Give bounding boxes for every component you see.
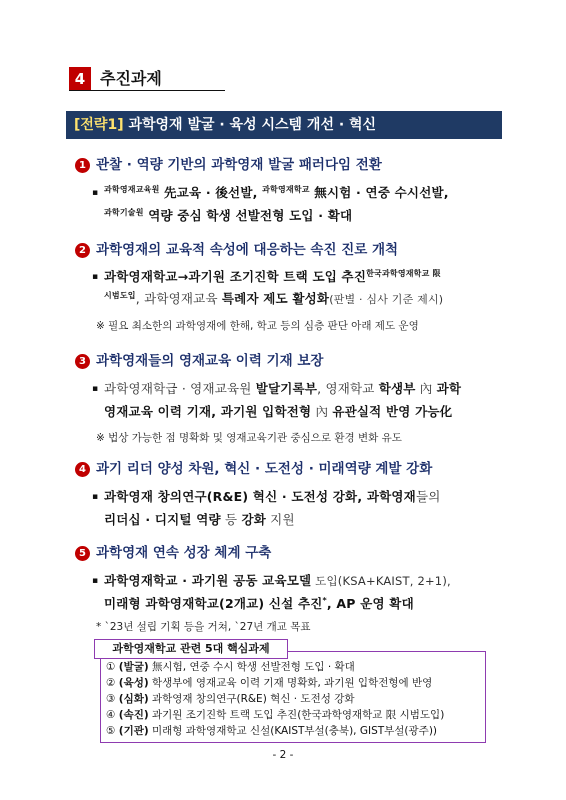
text-bold: 과학영재학교→과기원 조기진학 트랙 도입 추진 xyxy=(104,269,367,284)
text-regular: 內 xyxy=(311,404,333,419)
item-line xyxy=(104,594,414,612)
org-tag: 시범도입 xyxy=(104,291,136,300)
item-number-badge: 5 xyxy=(75,546,90,561)
item-note: * `23년 설립 기획 등을 거쳐, `27년 개교 목표 xyxy=(96,621,311,633)
summary-row xyxy=(106,675,432,690)
row-number: ① xyxy=(106,661,116,673)
text-regular: 內 xyxy=(415,381,437,396)
row-key: (심화) xyxy=(118,693,149,705)
item-heading-1 xyxy=(75,153,382,173)
section-number: 4 xyxy=(69,67,91,91)
item-number-badge: 4 xyxy=(75,462,90,477)
item-note: ※ 필요 최소한의 과학영재에 한해, 학교 등의 심층 판단 아래 제도 운영 xyxy=(96,320,419,332)
row-number: ③ xyxy=(106,693,116,705)
org-tag: 과학영재교육원 xyxy=(104,185,160,194)
bullet-icon: ▪ xyxy=(92,576,99,586)
item-line xyxy=(104,571,451,589)
text-regular: 과학영재학급 · 영재교육원 xyxy=(104,381,256,396)
item-title: 과학영재들의 영재교육 이력 기재 보장 xyxy=(96,353,324,369)
text-bold: 先교육 · 後선발, xyxy=(159,185,263,200)
item-line xyxy=(104,402,452,420)
item-heading-4 xyxy=(75,457,432,477)
text-regular: 지원 xyxy=(266,512,295,527)
text-bold: 과학영재학교 · 과기원 공동 교육모델 xyxy=(104,573,312,588)
text-regular: , 영재학교 xyxy=(317,381,379,396)
item-heading-5 xyxy=(75,541,271,561)
item-heading-2 xyxy=(75,238,398,258)
text-bold: 無시험 · 연중 수시선발, xyxy=(309,185,449,200)
summary-row xyxy=(106,691,354,706)
item-line xyxy=(104,379,461,397)
section-underline xyxy=(69,90,225,91)
footnote-mark: * xyxy=(322,596,327,605)
strategy-title: 과학영재 발굴 · 육성 시스템 개선 · 혁신 xyxy=(128,117,377,133)
text-regular: 도입(KSA+KAIST, 2+1), xyxy=(311,574,451,588)
item-number-badge: 1 xyxy=(75,158,90,173)
text-regular: 등 xyxy=(220,512,242,527)
row-text: 과기원 조기진학 트랙 도입 추진(한국과학영재학교 限 시범도입) xyxy=(148,709,445,721)
strategy-label: [전략1] xyxy=(74,117,124,133)
row-number: ④ xyxy=(106,709,116,721)
row-text: 無시험, 연중 수시 학생 선발전형 도입 · 확대 xyxy=(148,661,355,673)
item-line xyxy=(104,206,352,224)
section-title: 추진과제 xyxy=(100,69,162,88)
row-key: (속진) xyxy=(118,709,149,721)
item-title: 과기 리더 양성 차원, 혁신 · 도전성 · 미래역량 계발 강화 xyxy=(96,461,433,477)
item-line xyxy=(104,289,443,307)
text-bold: 과학영재 창의연구(R&E) 혁신 · 도전성 강화, 과학영재 xyxy=(104,489,416,504)
text-bold: 미래형 과학영재학교(2개교) 신설 추진 xyxy=(104,596,323,611)
item-title: 관찰 · 역량 기반의 과학영재 발굴 패러다임 전환 xyxy=(96,157,382,173)
row-key: (기관) xyxy=(118,725,149,737)
bullet-icon: ▪ xyxy=(92,188,99,198)
item-heading-3 xyxy=(75,349,323,369)
text-bold: 학생부 xyxy=(378,381,416,396)
text-bold: 영재교육 이력 기재, 과기원 입학전형 xyxy=(104,404,312,419)
row-text: 학생부에 영재교육 이력 기재 명확화, 과기원 입학전형에 반영 xyxy=(148,677,433,689)
summary-row xyxy=(106,723,437,738)
summary-row xyxy=(106,659,355,674)
item-number-badge: 3 xyxy=(75,354,90,369)
bullet-icon: ▪ xyxy=(92,384,99,394)
item-number-badge: 2 xyxy=(75,243,90,258)
text-regular: 들의 xyxy=(415,489,441,504)
text-regular: (판별 · 심사 기준 제시) xyxy=(329,293,444,306)
item-line xyxy=(104,183,449,201)
strategy-banner xyxy=(66,111,502,139)
row-key: (육성) xyxy=(118,677,149,689)
item-line xyxy=(104,267,441,285)
text-bold: 유관실적 반영 가능化 xyxy=(332,404,453,419)
summary-row xyxy=(106,707,444,722)
item-line xyxy=(104,510,295,528)
page-number: - 2 - xyxy=(272,749,294,761)
item-line xyxy=(104,487,441,505)
text-bold: 특례자 제도 활성화 xyxy=(221,291,330,306)
text-bold: 리더십 · 디지털 역량 xyxy=(104,512,221,527)
item-note: ※ 법상 가능한 점 명확화 및 영재교육기관 중심으로 환경 변화 유도 xyxy=(96,432,402,444)
org-tag: 한국과학영재학교 限 xyxy=(366,269,441,278)
text-bold: , AP 운영 확대 xyxy=(326,596,414,611)
row-key: (발굴) xyxy=(118,661,149,673)
text-bold: 과학 xyxy=(436,381,462,396)
bullet-icon: ▪ xyxy=(92,492,99,502)
text-bold: 역량 중심 학생 선발전형 도입 · 확대 xyxy=(143,208,353,223)
row-number: ⑤ xyxy=(106,725,116,737)
summary-box-title: 과학영재학교 관련 5대 핵심과제 xyxy=(94,639,288,659)
row-text: 미래형 과학영재학교 신설(KAIST부설(충북), GIST부설(광주)) xyxy=(148,725,438,737)
org-tag: 과학영재학교 xyxy=(262,185,310,194)
text-bold: 발달기록부 xyxy=(255,381,318,396)
row-number: ② xyxy=(106,677,116,689)
item-title: 과학영재의 교육적 속성에 대응하는 속진 진로 개척 xyxy=(96,242,399,258)
text-regular: , 과학영재교육 xyxy=(135,291,222,306)
bullet-icon: ▪ xyxy=(92,272,99,282)
item-title: 과학영재 연속 성장 체계 구축 xyxy=(96,545,272,561)
text-bold: 강화 xyxy=(241,512,266,527)
row-text: 과학영재 창의연구(R&E) 혁신 · 도전성 강화 xyxy=(148,693,355,705)
org-tag: 과학기술원 xyxy=(104,208,144,217)
